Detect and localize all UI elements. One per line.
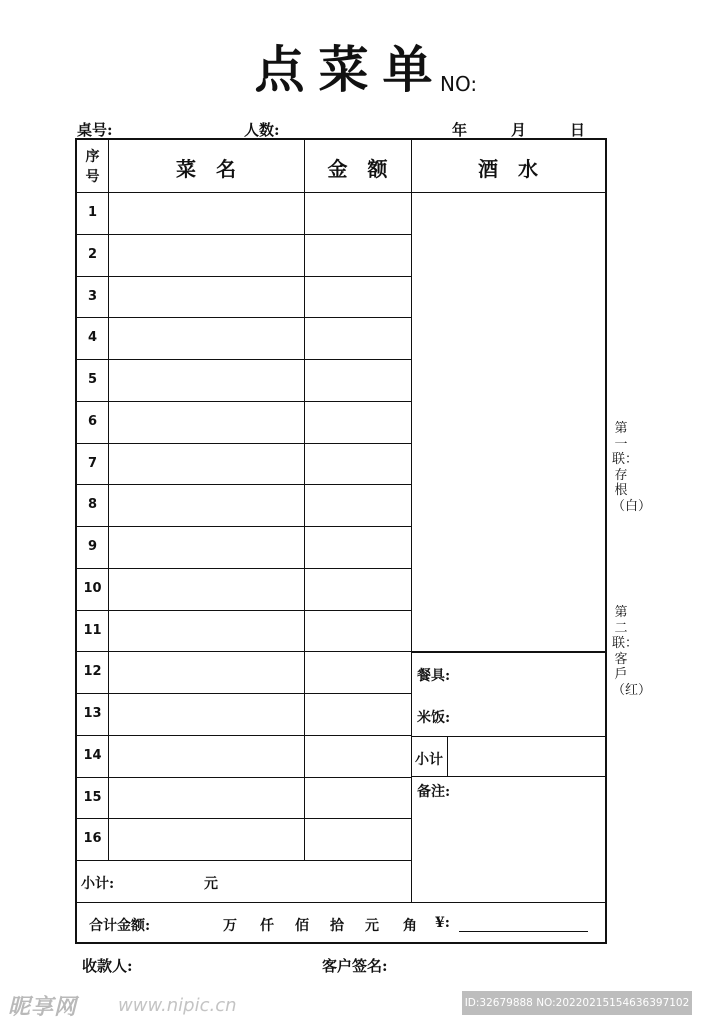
subtotal-cell-divider: [447, 737, 448, 776]
row-line: [77, 526, 411, 527]
row-line: [77, 777, 411, 778]
row-number: 10: [83, 580, 102, 596]
amount-header: 金 额: [327, 157, 388, 181]
dish-name-header: 菜 名: [176, 157, 236, 181]
row-line: [77, 443, 411, 444]
row-line: [77, 401, 411, 402]
row-line: [77, 484, 411, 485]
row-line: [77, 568, 411, 569]
unit-shi: 拾: [330, 918, 344, 934]
row-line: [77, 818, 411, 819]
row-number: 14: [83, 747, 102, 763]
row-number: 4: [87, 330, 98, 346]
unit-qian: 仟: [260, 918, 274, 934]
row-number: 3: [87, 288, 98, 304]
row-line: [77, 860, 411, 861]
date-month-label: 月: [511, 121, 527, 139]
tableware-line: [411, 652, 605, 653]
cashier-label: 收款人:: [82, 957, 133, 975]
column-divider-seq: [108, 140, 109, 860]
unit-jiao: 角: [403, 918, 417, 934]
date-year-label: 年: [452, 121, 468, 139]
row-line: [77, 735, 411, 736]
drinks-header: 酒 水: [478, 157, 538, 181]
row-line: [77, 693, 411, 694]
date-day-label: 日: [570, 121, 586, 139]
row-number: 11: [83, 622, 102, 638]
row-number: 1: [87, 205, 98, 220]
order-number-label: NO:: [440, 72, 478, 96]
row-number: 7: [87, 455, 98, 471]
watermark-logo: 昵享网: [8, 995, 78, 1020]
watermark-id: ID:32679888 NO:20220215154636397102: [462, 991, 692, 1015]
right-subtotal-label: 小计: [415, 752, 443, 768]
unit-wan: 万: [223, 918, 237, 934]
table-number-label: 桌号:: [77, 121, 113, 139]
row-number: 13: [83, 706, 102, 721]
row-number: 8: [87, 497, 98, 513]
row-number: 2: [87, 246, 98, 262]
subtotal-line-bottom: [411, 776, 605, 777]
yen-label: ¥:: [435, 915, 450, 931]
row-number: 9: [87, 539, 98, 554]
total-amount-underline: [459, 931, 588, 932]
people-count-label: 人数:: [244, 121, 280, 139]
unit-bai: 佰: [295, 918, 309, 934]
row-line: [77, 359, 411, 360]
row-number: 16: [83, 831, 102, 847]
seq-header-top: 序: [85, 149, 100, 165]
order-form-table: [75, 138, 607, 944]
header-row-divider: [77, 192, 605, 193]
page-title: 点菜单: [254, 40, 447, 99]
customer-signature-label: 客户签名:: [322, 957, 388, 975]
seq-header-bottom: 号: [85, 169, 100, 185]
row-line: [77, 276, 411, 277]
column-divider-name: [304, 140, 305, 860]
watermark-url: www.nipic.cn: [118, 995, 237, 1016]
row-line: [77, 234, 411, 235]
copy2-side-label: 第二联：客戶（红）: [612, 605, 652, 698]
row-line: [77, 317, 411, 318]
subtotal-label: 小计:: [81, 876, 115, 892]
row-number: 15: [83, 789, 102, 805]
subtotal-line-top: [411, 736, 605, 737]
row-number: 5: [87, 372, 98, 387]
total-amount-label: 合计金额:: [89, 918, 151, 934]
copy1-side-label: 第一联：存根（白）: [612, 421, 652, 514]
subtotal-unit: 元: [204, 876, 218, 892]
total-row-divider: [77, 902, 605, 903]
remarks-label: 备注:: [417, 784, 451, 800]
unit-yuan: 元: [365, 918, 379, 934]
row-number: 6: [87, 413, 98, 429]
tableware-label: 餐具:: [417, 668, 451, 684]
rice-label: 米饭:: [417, 710, 451, 726]
row-number: 12: [83, 664, 102, 680]
row-line: [77, 610, 411, 611]
column-divider-amount: [411, 140, 412, 902]
